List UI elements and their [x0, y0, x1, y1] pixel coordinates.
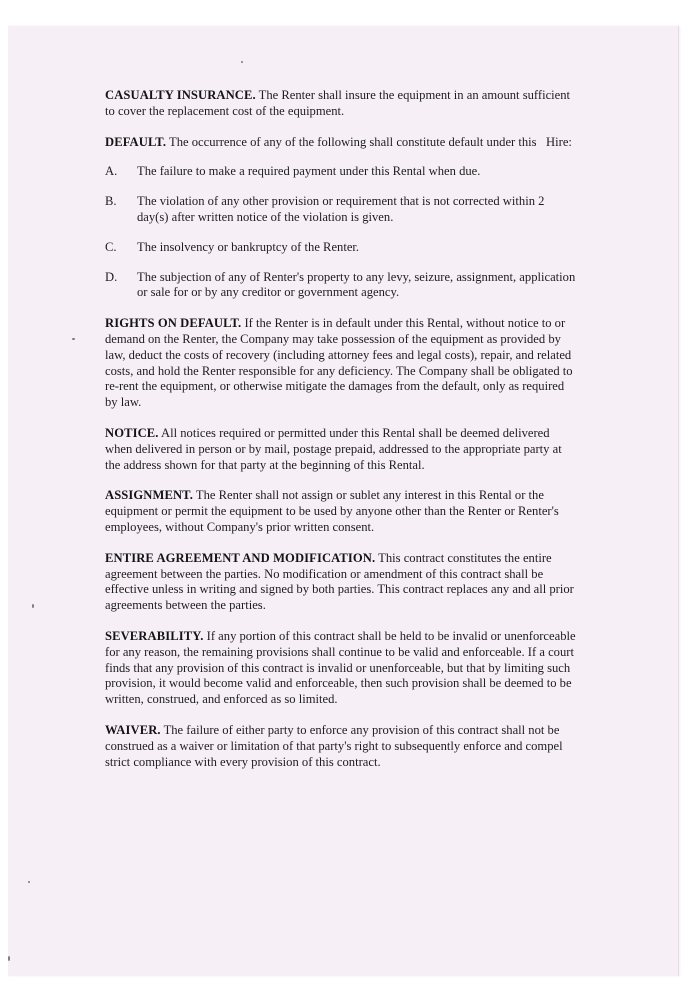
casualty-insurance-clause	[105, 88, 577, 120]
item-letter: D.	[105, 269, 118, 284]
casualty-insurance-text: The Renter shall insure the equipment in an amount sufficient to cover the replacement cost of the equipment.	[105, 88, 571, 118]
notice-clause	[105, 426, 577, 473]
severability-clause	[105, 629, 577, 708]
default-heading: DEFAULT.	[105, 134, 167, 149]
severability-text: If any portion of this contract shall be held to be invalid or unenforceable for any reason, the remaining provisions shall continue to be valid and enforceable. If a court finds that any provision of this contract is invalid or unenforceable, but that by limiting such provision, it would become valid and enforceable, then such provision shall be deemed to be written, construed, and enforced as so limited.	[105, 628, 576, 707]
scan-speck	[72, 338, 75, 340]
default-clause	[105, 135, 577, 151]
severability-heading: SEVERABILITY.	[105, 628, 204, 643]
rights-on-default-clause	[105, 316, 577, 411]
assignment-clause	[105, 488, 577, 535]
scan-speck	[8, 956, 10, 961]
notice-text: All notices required or permitted under this Rental shall be deemed delivered when delivered in person or by mail, postage prepaid, addressed to the appropriate party at the address shown for that party at the beginning of this Rental.	[105, 425, 562, 472]
item-letter: B.	[105, 194, 117, 209]
entire-agreement-heading: ENTIRE AGREEMENT AND MODIFICATION.	[105, 550, 376, 565]
waiver-clause	[105, 723, 577, 770]
waiver-text: The failure of either party to enforce any provision of this contract shall not be construed as a waiver or limitation of that party's right to subsequently enforce and compel strict compliance with every provision of this contract.	[105, 722, 563, 769]
item-text: The insolvency or bankruptcy of the Renter.	[137, 239, 360, 254]
entire-agreement-text: This contract constitutes the entire agreement between the parties. No modification or amendment of this contract shall be effective unless in writing and signed by both parties. This contract replaces any and all prior agreements between the parties.	[105, 550, 574, 613]
waiver-heading: WAIVER.	[105, 722, 161, 737]
scan-speck	[28, 881, 30, 883]
default-item-d	[105, 270, 577, 302]
default-item-a	[105, 164, 577, 180]
item-text: The violation of any other provision or requirement that is not corrected within 2 day(s) after written notice of the violation is given.	[137, 194, 545, 224]
contract-body	[105, 88, 577, 785]
default-item-b	[105, 194, 577, 226]
entire-agreement-clause	[105, 551, 577, 614]
scan-speck	[32, 604, 34, 608]
assignment-text: The Renter shall not assign or sublet any interest in this Rental or the equipment or permit the equipment to be used by anyone other than the Renter or Renter's employees, without Company's prior written consent.	[105, 488, 559, 534]
default-item-c	[105, 240, 577, 256]
item-text: The subjection of any of Renter's property to any levy, seizure, assignment, application or sale for or by any creditor or government agency.	[137, 269, 576, 300]
default-text: The occurrence of any of the following shall constitute default under this Hire:	[169, 134, 572, 149]
item-letter: C.	[105, 239, 117, 254]
notice-heading: NOTICE.	[105, 425, 159, 440]
scan-speck	[241, 61, 243, 63]
scanned-page	[8, 26, 679, 976]
assignment-heading: ASSIGNMENT.	[105, 488, 193, 503]
item-text: The failure to make a required payment under this Rental when due.	[137, 164, 481, 179]
item-letter: A.	[105, 164, 118, 179]
casualty-insurance-heading: CASUALTY INSURANCE.	[105, 88, 256, 102]
rights-on-default-heading: RIGHTS ON DEFAULT.	[105, 316, 242, 331]
rights-on-default-text: If the Renter is in default under this Rental, without notice to or demand on the Renter, the Company may take possession of the equipment as provided by law, deduct the costs of recovery (including attorney fees and legal costs), repair, and related costs, and hold the Renter responsible for any deficiency. The Company shall be obligated to re-rent the equipment, or otherwise mitigate the damages from the default, only as required by law.	[105, 316, 573, 410]
